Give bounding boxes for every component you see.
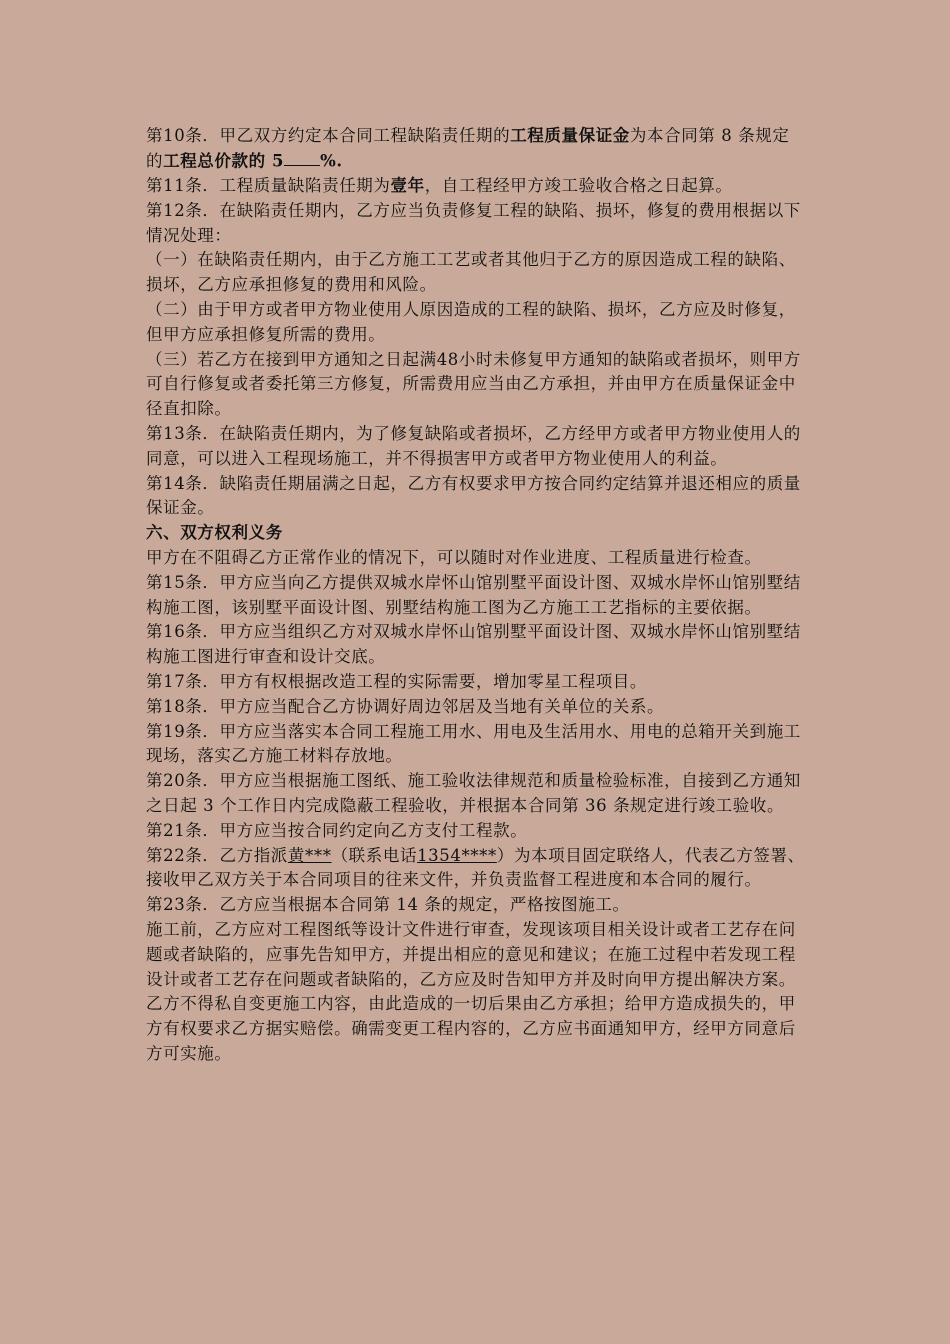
article-11-text: 第11条．工程质量缺陷责任期为 [146, 176, 391, 196]
article-13: 第13条．在缺陷责任期内，为了修复缺陷或者损坏，乙方经甲方或者甲方物业使用人的同意，可以进入工程现场施工，并不得损害甲方或者甲方物业使用人的利益。 [146, 424, 801, 468]
paragraph-change-control: 乙方不得私自变更施工内容，由此造成的一切后果由乙方承担；给甲方造成损失的，甲方有权要求乙方据实赔偿。确需变更工程内容的，乙方应书面通知甲方，经甲方同意后方可实施。 [146, 994, 796, 1063]
paragraph-pre-construction: 施工前，乙方应对工程图纸等设计文件进行审查，发现该项目相关设计或者工艺存在问题或者缺陷的，应事先告知甲方，并提出相应的意见和建议；在施工过程中若发现工程设计或者工艺存在问题或者缺陷的，乙方应及时告知甲方并及时向甲方提出解决方案。 [146, 920, 796, 989]
document-body [146, 124, 806, 1067]
defect-period-value: 壹年 [390, 176, 425, 196]
section-6-intro: 甲方在不阻碍乙方正常作业的情况下，可以随时对作业进度、工程质量进行检查。 [146, 548, 762, 568]
article-12-item-2: （二）由于甲方或者甲方物业使用人原因造成的工程的缺陷、损坏，乙方应及时修复，但甲方应承担修复所需的费用。 [146, 300, 796, 344]
article-22-text-2: （联系电话 [331, 845, 418, 865]
article-12-item-3: （三）若乙方在接到甲方通知之日起满48小时未修复甲方通知的缺陷或者损坏，则甲方可自行修复或者委托第三方修复，所需费用应当由乙方承担，并由甲方在质量保证金中径直扣除。 [146, 349, 801, 419]
section-heading-rights: 六、双方权利义务 [146, 523, 283, 543]
article-16: 第16条．甲方应当组织乙方对双城水岸怀山馆别墅平面设计图、双城水岸怀山馆别墅结构施工图进行审查和设计交底。 [146, 622, 801, 667]
article-22-text-3: ）为本项目固定联络人，代表乙方签署、接收甲乙双方关于本合同项目的往来文件，并负责监督工程进度和本合同的履行。 [146, 845, 805, 890]
contact-name: 黄*** [287, 845, 332, 865]
article-11 [146, 174, 806, 199]
total-price-percent: 工程总价款的 5 [163, 151, 285, 171]
article-12-item-1: （一）在缺陷责任期内，由于乙方施工工艺或者其他归于乙方的原因造成工程的缺陷、损坏，乙方应承担修复的费用和风险。 [146, 250, 796, 295]
quality-deposit-term: 工程质量保证金 [510, 126, 630, 145]
contact-phone: 1354**** [417, 845, 497, 865]
article-14: 第14条．缺陷责任期届满之日起，乙方有权要求甲方按合同约定结算并退还相应的质量保证金。 [146, 473, 801, 518]
percent-blank-underline [284, 149, 320, 167]
article-18: 第18条．甲方应当配合乙方协调好周边邻居及当地有关单位的关系。 [146, 696, 665, 716]
article-12: 第12条．在缺陷责任期内，乙方应当负责修复工程的缺陷、损坏，修复的费用根据以下情况处理： [146, 200, 801, 245]
article-22 [146, 844, 806, 894]
article-19: 第19条．甲方应当落实本合同工程施工用水、用电及生活用水、用电的总箱开关到施工现场，落实乙方施工材料存放地。 [146, 721, 801, 766]
article-10-text-2: 为本合同第 8 条规定的 [146, 126, 790, 171]
article-20: 第20条．甲方应当根据施工图纸、施工验收法律规范和质量检验标准，自接到乙方通知之日起 3 个工作日内完成隐蔽工程验收，并根据本合同第 36 条规定进行竣工验收。 [146, 771, 801, 816]
article-10 [146, 124, 806, 174]
article-11-text-2: ，自工程经甲方竣工验收合格之日起算。 [424, 176, 733, 196]
article-21: 第21条．甲方应当按合同约定向乙方支付工程款。 [146, 820, 528, 840]
article-17: 第17条．甲方有权根据改造工程的实际需要，增加零星工程项目。 [146, 672, 647, 692]
article-15: 第15条．甲方应当向乙方提供双城水岸怀山馆别墅平面设计图、双城水岸怀山馆别墅结构施工图，该别墅平面设计图、别墅结构施工图为乙方施工工艺指标的主要依据。 [146, 572, 801, 617]
article-22-text: 第22条．乙方指派 [146, 845, 288, 865]
article-10-text: 第10条．甲乙双方约定本合同工程缺陷责任期的 [146, 126, 511, 145]
article-23: 第23条．乙方应当根据本合同第 14 条的规定，严格按图施工。 [146, 895, 630, 915]
percent-sign: %. [320, 151, 343, 171]
